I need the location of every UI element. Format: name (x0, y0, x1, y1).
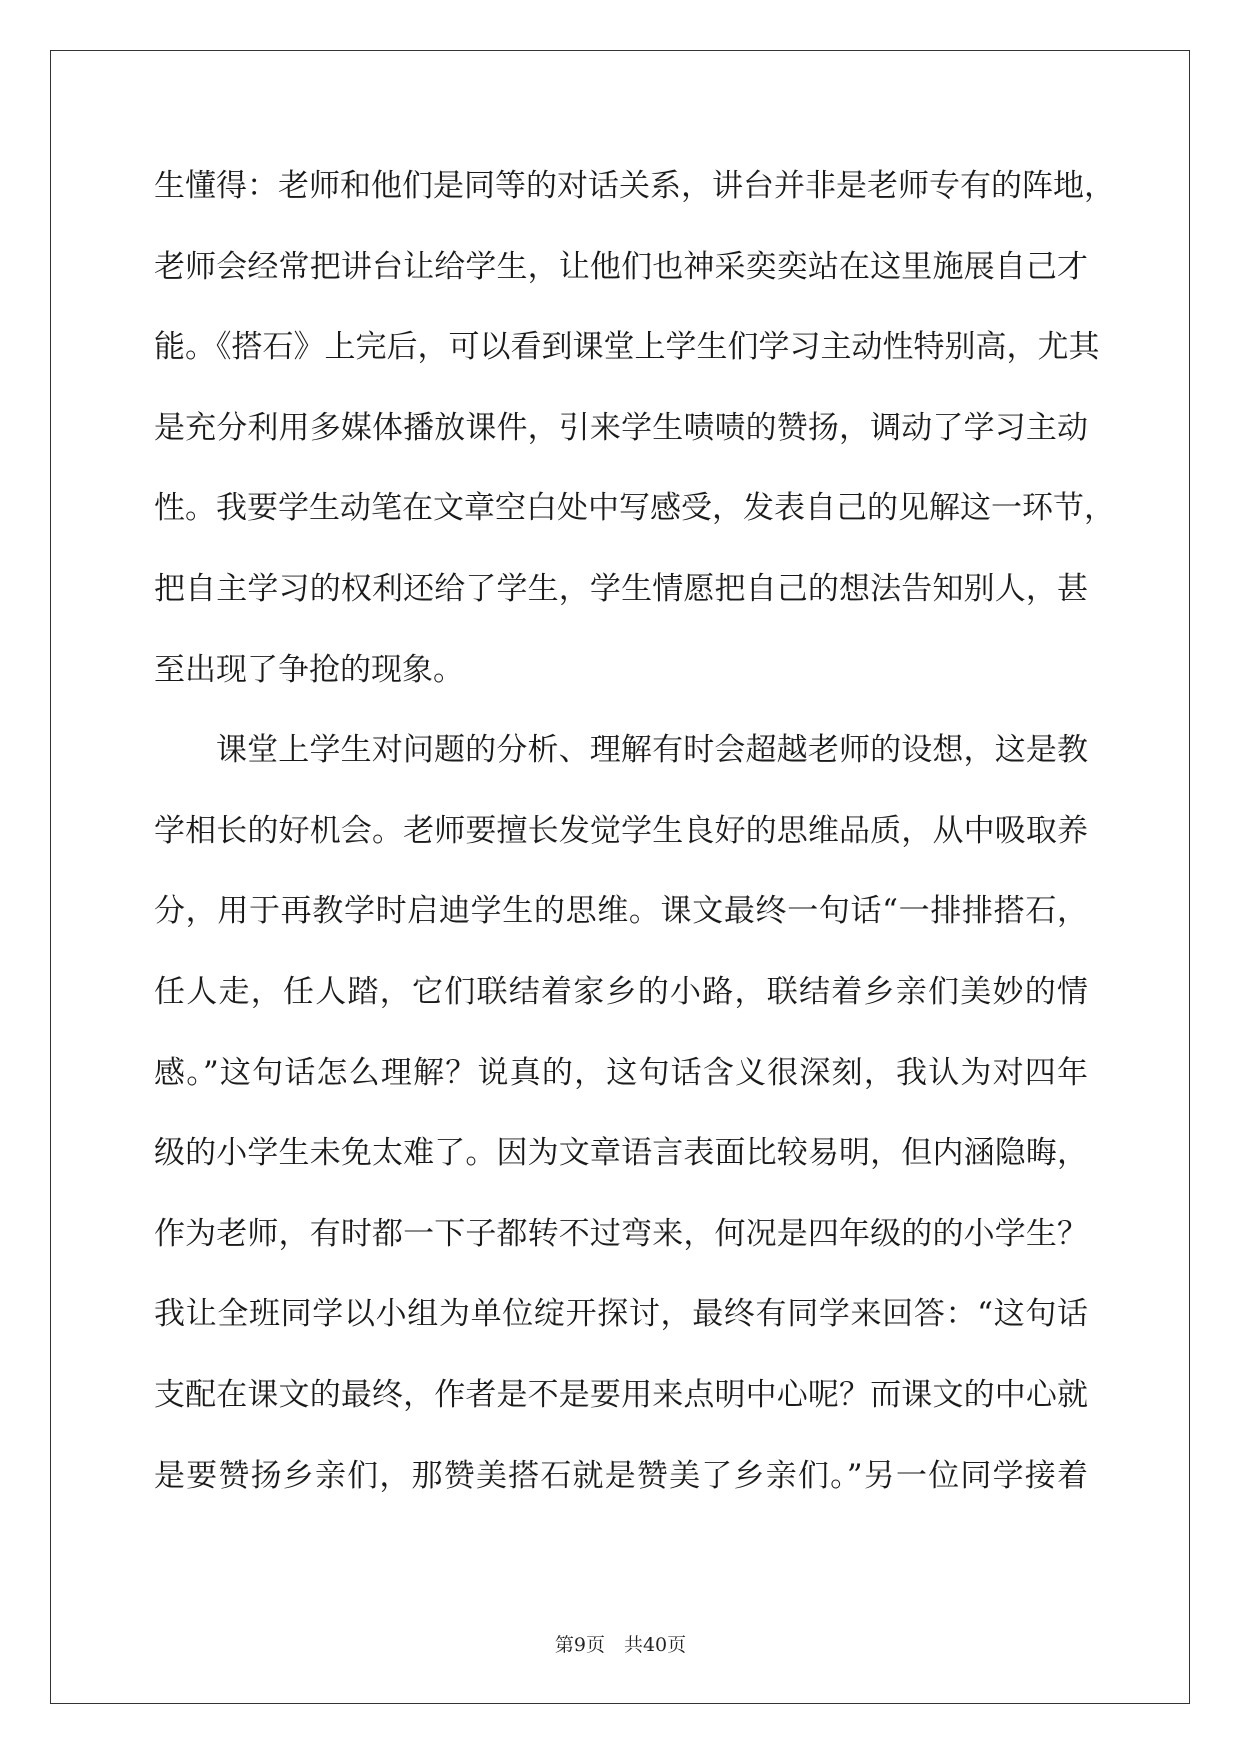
text-line-content: 任人走，任人踏，它们联结着家乡的小路，联结着乡亲们美妙的情 (154, 973, 1088, 1010)
text-line (154, 811, 1088, 892)
text-line-content: 课堂上学生对问题的分析、理解有时会超越老师的设想，这是教 (216, 732, 1088, 769)
text-line-content: 老师会经常把讲台让给学生，让他们也神采奕奕站在这里施展自己才 (154, 248, 1088, 285)
text-line (154, 1456, 1088, 1537)
text-line-content: 作为老师，有时都一下子都转不过弯来，何况是四年级的的小学生？ (154, 1215, 1088, 1252)
text-line-content: 是充分利用多媒体播放课件，引来学生啧啧的赞扬，调动了学习主动 (154, 409, 1088, 446)
page-footer (0, 1630, 1241, 1657)
text-line (154, 408, 1088, 489)
text-line-content: 级的小学生未免太难了。因为文章语言表面比较易明，但内涵隐晦， (154, 1135, 1088, 1172)
text-line (154, 327, 1100, 408)
page-number-label: 第9页 共40页 (554, 1634, 687, 1656)
text-line (154, 1375, 1088, 1456)
text-line (154, 1133, 1088, 1214)
text-line (154, 650, 1088, 731)
text-line-content: 是要赞扬乡亲们，那赞美搭石就是赞美了乡亲们。”另一位同学接着 (154, 1457, 1088, 1494)
text-line-content: 能。《搭石》上完后，可以看到课堂上学生们学习主动性特别高，尤其 (154, 329, 1100, 366)
text-line-content: 把自主学习的权利还给了学生，学生情愿把自己的想法告知别人，甚 (154, 570, 1088, 607)
text-line (154, 569, 1088, 650)
text-line-content: 性。我要学生动笔在文章空白处中写感受，发表自己的见解这一环节， (154, 490, 1115, 527)
text-line (154, 1214, 1088, 1295)
text-line (154, 166, 1115, 247)
text-line-content: 至出现了争抢的现象。 (154, 651, 464, 688)
text-line (154, 1053, 1088, 1134)
text-line (154, 247, 1088, 328)
text-line-content: 支配在课文的最终，作者是不是要用来点明中心呢？而课文的中心就 (154, 1376, 1088, 1413)
text-line-content: 生懂得：老师和他们是同等的对话关系，讲台并非是老师专有的阵地， (154, 168, 1115, 204)
text-line (154, 972, 1088, 1053)
text-line-content: 学相长的好机会。老师要擅长发觉学生良好的思维品质，从中吸取养 (154, 812, 1088, 849)
text-line-content: 分，用于再教学时启迪学生的思维。课文最终一句话“一排排搭石， (154, 893, 1088, 930)
document-body (154, 166, 1115, 1536)
text-line (154, 891, 1088, 972)
text-line (154, 730, 1088, 811)
text-line (154, 488, 1115, 569)
text-line-content: 感。”这句话怎么理解？说真的，这句话含义很深刻，我认为对四年 (154, 1054, 1088, 1091)
text-line-content: 我让全班同学以小组为单位绽开探讨，最终有同学来回答：“这句话 (154, 1296, 1088, 1333)
text-line (154, 1294, 1088, 1375)
